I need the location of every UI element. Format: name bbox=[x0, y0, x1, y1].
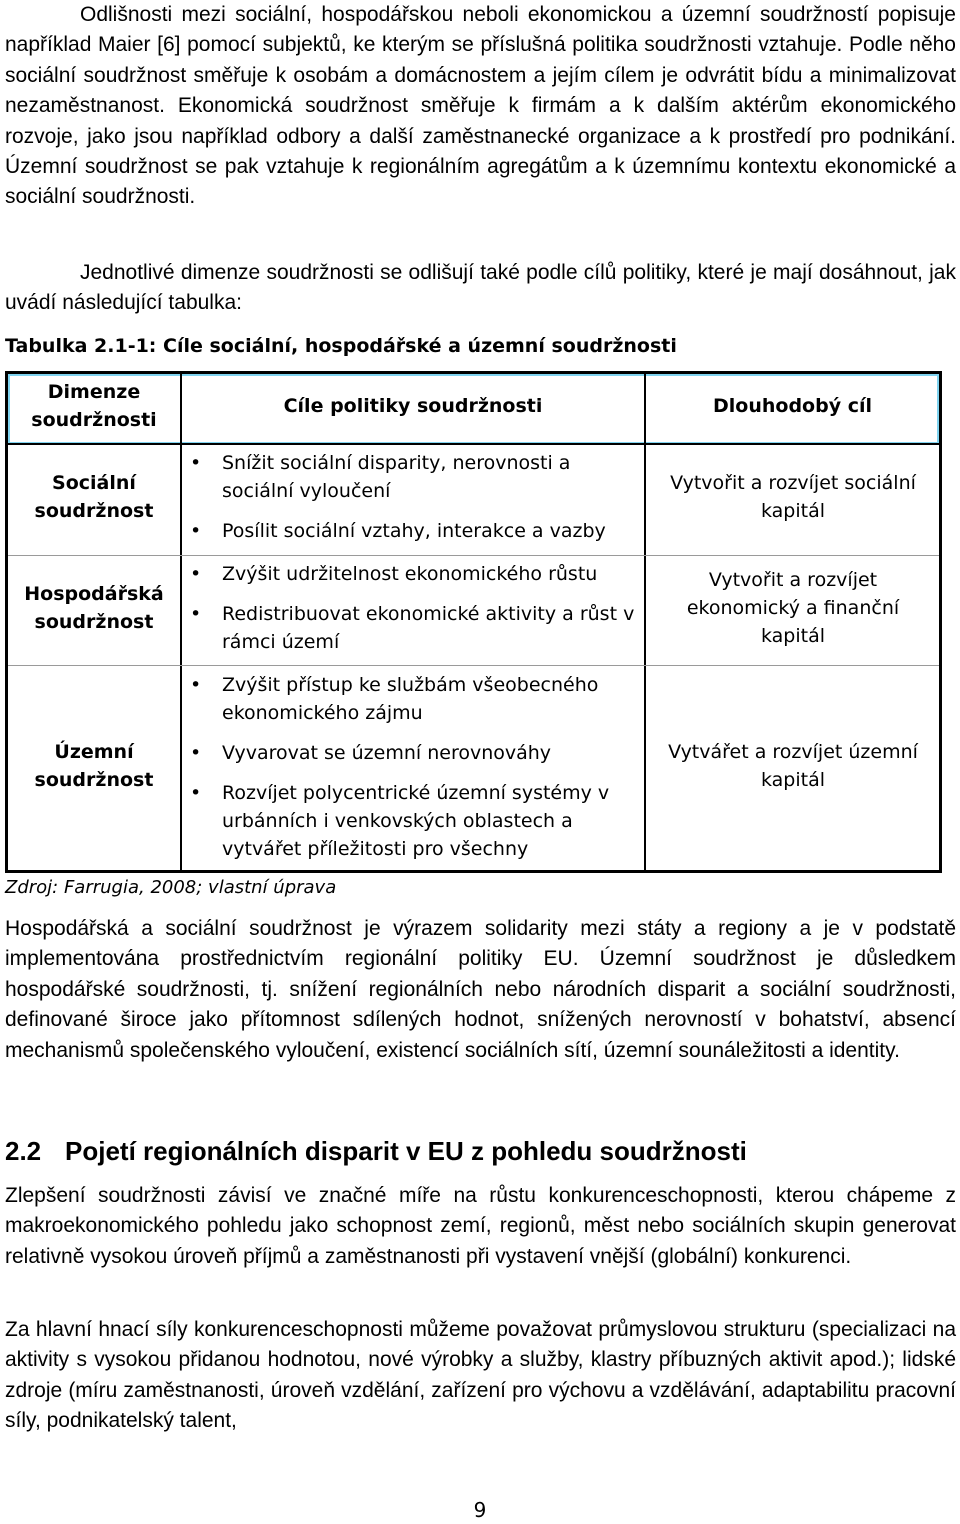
table-source-note: Zdroj: Farrugia, 2008; vlastní úprava bbox=[5, 877, 337, 898]
column-divider bbox=[644, 374, 646, 870]
cohesion-goals-table bbox=[5, 371, 942, 873]
row-divider bbox=[8, 665, 939, 666]
paragraph-solidarity: Hospodářská a sociální soudržnost je výrazem solidarity mezi státy a regiony a je v podstatě implementována prostřednictvím regionální politiky EU. Územní soudržnost je důsledkem hospodářské soudržnosti, tj. snížení regionálních nebo národních disparit a sociální soudržnosti, definované široce jako přítomnost sdílených hodnot, snížených nerovností v bohatství, absencí mechanismů společenského vyloučení, existencí sociálních sítí, územní sounáležitosti a identity. bbox=[5, 917, 956, 1062]
section-number: 2.2 bbox=[5, 1136, 42, 1166]
table-caption: Tabulka 2.1-1: Cíle sociální, hospodářské a územní soudržnosti bbox=[5, 335, 677, 357]
list-item: • Rozvíjet polycentrické územní systémy v urbánních i venkovských oblastech a vytvářet příležitosti pro všechny bbox=[182, 779, 637, 863]
row-long-term-economic: Vytvořit a rozvíjet ekonomický a finanční kapitál bbox=[686, 569, 900, 647]
row-long-term-social: Vytvořit a rozvíjet sociální kapitál bbox=[670, 472, 916, 522]
row-long-term-territorial: Vytvářet a rozvíjet územní kapitál bbox=[668, 741, 918, 791]
paragraph-driving-forces: Za hlavní hnací síly konkurenceschopnosti můžeme považovat průmyslovou strukturu (specializaci na aktivity s vysokou přidanou hodnotou, nové výrobky a služby, klastry příbuzných aktivit apod.); lidské zdroje (míru zaměstnanosti, úroveň vzdělání, zařízení pro výchovu a vzdělávání, adaptabilitu pracovní síly, podnikatelský talent, bbox=[5, 1318, 956, 1433]
row-goals-economic bbox=[182, 560, 637, 656]
list-item: • Zvýšit udržitelnost ekonomického růstu bbox=[182, 560, 637, 588]
list-item: • Zvýšit přístup ke službám všeobecného ekonomického zájmu bbox=[182, 671, 637, 727]
section-heading bbox=[5, 1134, 747, 1168]
header-long-term: Dlouhodobý cíl bbox=[713, 395, 872, 417]
paragraph-cohesion-subjects: Odlišnosti mezi sociální, hospodářskou neboli ekonomickou a územní soudržností popisuje například Maier [6] pomocí subjektů, ke kterým se příslušná politika soudržnosti vztahuje. Podle něho sociální soudržnost směřuje k osobám a domácnostem a jejím cílem je odvrátit bídu a minimalizovat nezaměstnanost. Ekonomická soudržnost směřuje k firmám a k dalším aktérům ekonomického rozvoje, jako jsou například odbory a další zaměstnanecké organizace a k prostředí pro podnikání. Územní soudržnost se pak vztahuje k regionálním agregátům a k územnímu kontextu ekonomické a sociální soudržnosti. bbox=[5, 3, 956, 209]
row-goals-territorial bbox=[182, 671, 637, 863]
row-dimension-territorial: Územní soudržnost bbox=[34, 741, 154, 791]
header-goals: Cíle politiky soudržnosti bbox=[283, 395, 543, 417]
row-dimension-social: Sociální soudržnost bbox=[34, 472, 154, 522]
row-dimension-economic: Hospodářská soudržnost bbox=[24, 583, 164, 633]
page-number: 9 bbox=[473, 1498, 487, 1522]
section-title: Pojetí regionálních disparit v EU z pohledu soudržnosti bbox=[65, 1136, 747, 1166]
paragraph-competitiveness: Zlepšení soudržnosti závisí ve značné míře na růstu konkurenceschopnosti, kterou chápeme z makroekonomického pohledu jako schopnost zemí, regionů, měst nebo sociálních skupin generovat relativně vysokou úroveň příjmů a zaměstnanosti při vystavení vnější (globální) konkurenci. bbox=[5, 1184, 956, 1268]
paragraph-dimensions-intro: Jednotlivé dimenze soudržnosti se odlišují také podle cílů politiky, které je mají dosáhnout, jak uvádí následující tabulka: bbox=[5, 261, 956, 315]
row-divider bbox=[8, 555, 939, 556]
list-item: • Posílit sociální vztahy, interakce a vazby bbox=[182, 517, 637, 545]
header-divider bbox=[8, 443, 939, 445]
row-goals-social bbox=[182, 449, 637, 545]
header-dimension: Dimenze soudržnosti bbox=[31, 381, 157, 431]
list-item: • Snížit sociální disparity, nerovnosti a sociální vyloučení bbox=[182, 449, 637, 505]
list-item: • Vyvarovat se územní nerovnováhy bbox=[182, 739, 637, 767]
list-item: • Redistribuovat ekonomické aktivity a růst v rámci území bbox=[182, 600, 637, 656]
